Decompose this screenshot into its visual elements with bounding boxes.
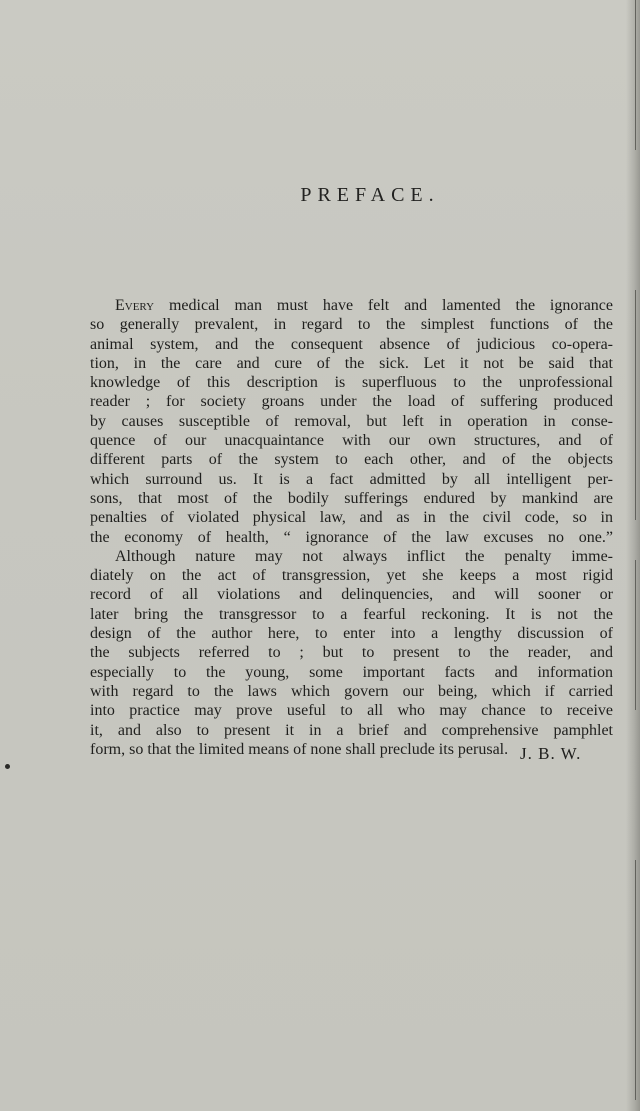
text-line-1-rest: medical man must have felt and lamented the ignorance xyxy=(154,297,613,314)
preface-body xyxy=(90,296,613,759)
text-line-4: tion, in the care and cure of the sick. Let it not be said that xyxy=(90,354,613,372)
text-line-21: with regard to the laws which govern our being, which if carried xyxy=(90,682,613,700)
text-line-8: quence of our unacquaintance with our own structures, and of xyxy=(90,432,613,450)
text-line-22: into practice may prove useful to all who may chance to receive xyxy=(90,702,613,720)
text-line-7: by causes susceptible of removal, but left in operation in conse- xyxy=(90,412,613,430)
text-line-13: the economy of health, “ ignorance of the law excuses no one.” xyxy=(90,528,613,546)
opening-word: Every xyxy=(115,297,155,314)
text-line-12: penalties of violated physical law, and as in the civil code, so in xyxy=(90,509,613,527)
text-line-19: the subjects referred to ; but to present to the reader, and xyxy=(90,644,613,662)
page-edge-line-1 xyxy=(635,0,636,150)
text-line-9: different parts of the system to each other, and of the objects xyxy=(90,451,613,469)
text-line-3: animal system, and the consequent absence of judicious co-opera- xyxy=(90,335,613,353)
text-line-6: reader ; for society groans under the load of suffering produced xyxy=(90,393,613,411)
page-edge-shadow xyxy=(626,0,640,1111)
page-edge-line-4 xyxy=(635,860,636,1100)
text-line-5: knowledge of this description is superfluous to the unprofessional xyxy=(90,374,613,392)
author-signature: J. B. W. xyxy=(520,744,582,763)
text-line-1 xyxy=(90,296,613,315)
text-line-15: diately on the act of transgression, yet she keeps a most rigid xyxy=(90,567,613,585)
text-line-14: Although nature may not always inflict the penalty imme- xyxy=(115,547,613,565)
text-line-11: sons, that most of the bodily sufferings endured by mankind are xyxy=(90,489,613,507)
margin-mark xyxy=(5,764,10,769)
text-line-2: so generally prevalent, in regard to the simplest functions of the xyxy=(90,316,613,334)
text-line-20: especially to the young, some important facts and information xyxy=(90,663,613,681)
page-title: PREFACE. xyxy=(300,184,440,206)
page-edge-line-2 xyxy=(635,290,636,520)
text-line-10: which surround us. It is a fact admitted by all intelligent per- xyxy=(90,470,613,488)
page-edge-line-3 xyxy=(635,560,636,710)
text-line-24: form, so that the limited means of none shall preclude its perusal. xyxy=(90,740,509,758)
text-line-16: record of all violations and delinquencies, and will sooner or xyxy=(90,586,613,604)
text-line-18: design of the author here, to enter into a lengthy discussion of xyxy=(90,625,613,643)
text-line-17: later bring the transgressor to a fearful reckoning. It is not the xyxy=(90,605,613,623)
text-line-23: it, and also to present it in a brief and comprehensive pamphlet xyxy=(90,721,613,739)
